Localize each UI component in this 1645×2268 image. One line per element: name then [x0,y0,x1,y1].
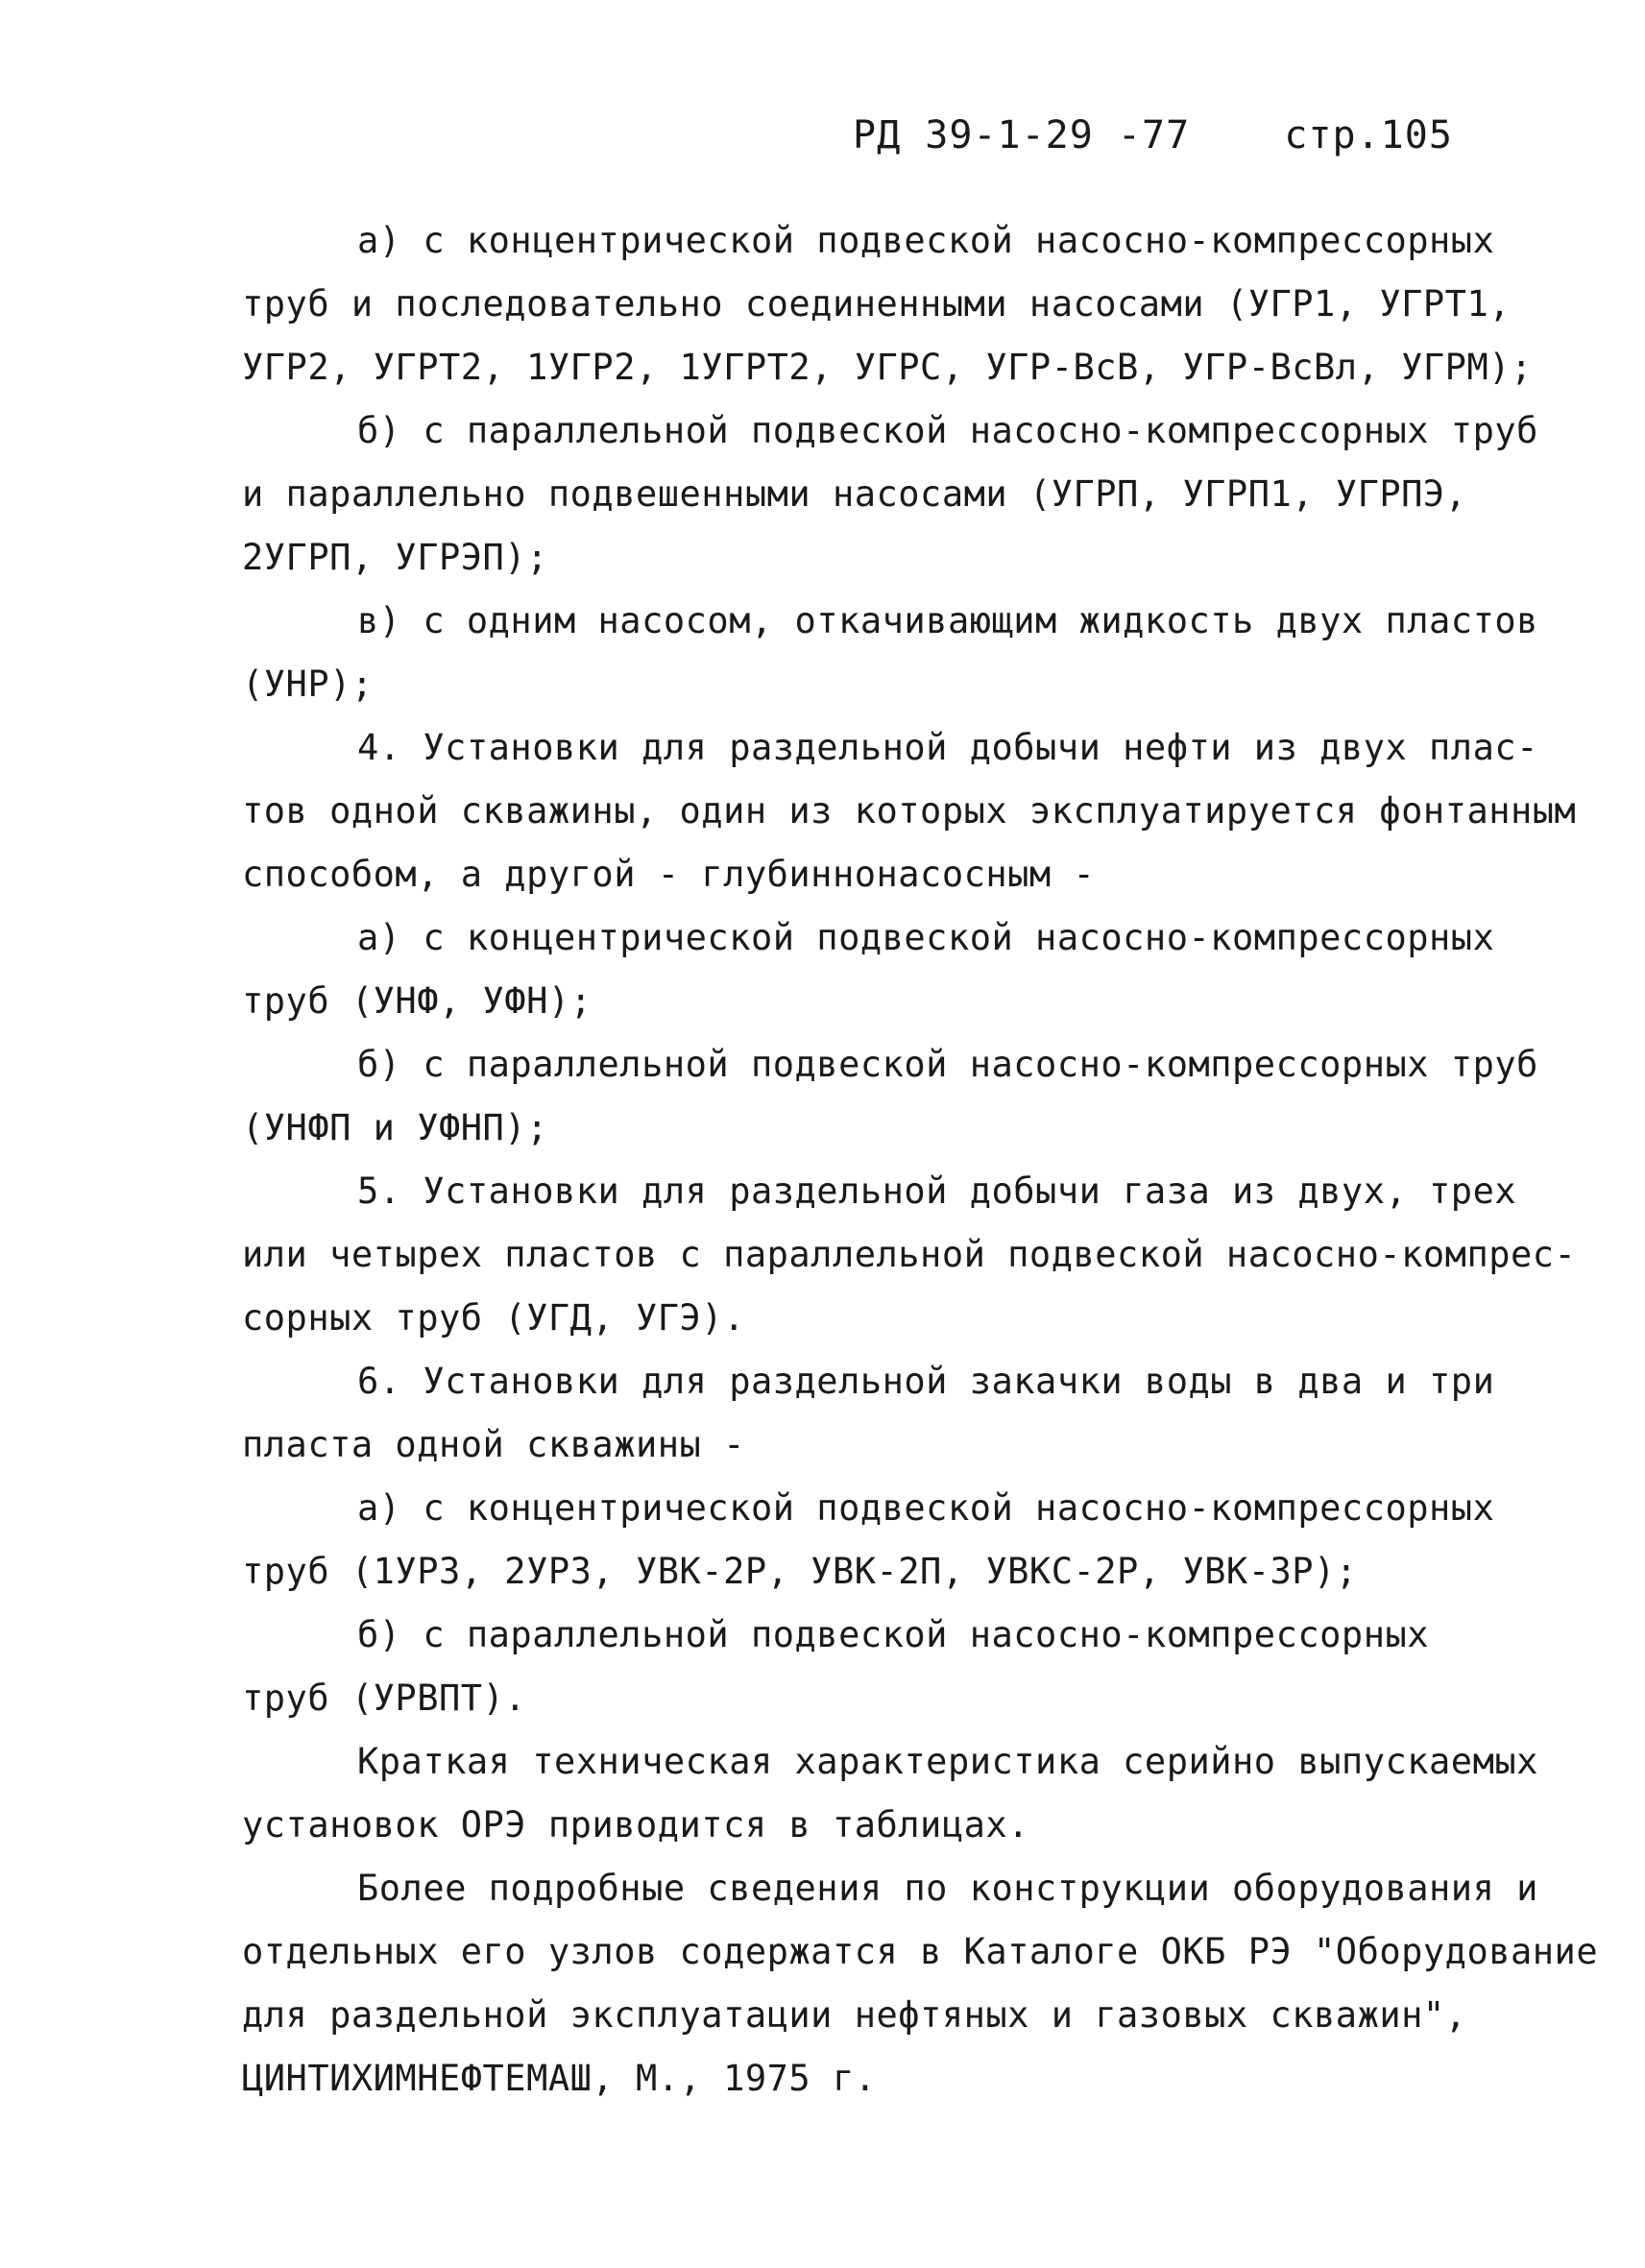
text-line: 5. Установки для раздельной добычи газа из двух, трех [357,1170,1517,1212]
text-line: б) с параллельной подвеской насосно-компрессорных труб [357,1044,1538,1085]
text-line: установок ОРЭ приводится в таблицах. [242,1804,1029,1846]
text-line: 4. Установки для раздельной добычи нефти из двух плас- [357,727,1538,768]
text-line: труб и последовательно соединенными насосами (УГР1, УГРТ1, [242,283,1512,325]
text-line: (УНФП и УФНП); [242,1107,548,1148]
text-line: Краткая техническая характеристика серийно выпускаемых [357,1741,1538,1782]
text-line: а) с концентрической подвеской насосно-компрессорных [357,220,1495,261]
text-line: способом, а другой - глубиннонасосным - [242,854,1096,895]
text-line: а) с концентрической подвеской насосно-компрессорных [357,1487,1495,1529]
text-line: пласта одной скважины - [242,1424,745,1465]
text-line: отдельных его узлов содержатся в Каталоге ОКБ РЭ "Оборудование [242,1931,1599,1972]
text-line: 6. Установки для раздельной закачки воды в два и три [357,1361,1495,1402]
text-line: Более подробные сведения по конструкции оборудования и [357,1868,1538,1909]
text-line: б) с параллельной подвеской насосно-компрессорных [357,1614,1430,1655]
text-line: в) с одним насосом, откачивающим жидкость двух пластов [357,600,1538,641]
text-line: ЦИНТИХИМНЕФТЕМАШ, М., 1975 г. [242,2058,877,2099]
text-line: а) с концентрической подвеской насосно-компрессорных [357,917,1495,958]
document-code: РД 39-1-29 -77 [853,113,1191,157]
text-line: и параллельно подвешенными насосами (УГРП, УГРП1, УГРПЭ, [242,473,1467,515]
text-line: УГР2, УГРТ2, 1УГР2, 1УГРТ2, УГРС, УГР-ВсВ, УГР-ВсВл, УГРМ); [242,347,1533,388]
text-line: б) с параллельной подвеской насосно-компрессорных труб [357,410,1538,451]
text-line: труб (1УРЗ, 2УРЗ, УВК-2Р, УВК-2П, УВКС-2Р, УВК-3Р); [242,1551,1358,1592]
text-line: труб (УНФ, УФН); [242,980,593,1022]
text-line: тов одной скважины, один из которых эксплуатируется фонтанным [242,790,1577,832]
document-body [242,209,1599,2111]
text-line: для раздельной эксплуатации нефтяных и газовых скважин", [242,1994,1467,2036]
text-line: 2УГРП, УГРЭП); [242,537,548,578]
text-line: труб (УРВПТ). [242,1677,527,1719]
text-line: (УНР); [242,664,374,705]
text-line: сорных труб (УГД, УГЭ). [242,1297,745,1339]
page-header [853,113,1453,157]
page-number: стр.105 [1284,113,1453,157]
text-line: или четырех пластов с параллельной подвеской насосно-компрес- [242,1234,1577,1275]
